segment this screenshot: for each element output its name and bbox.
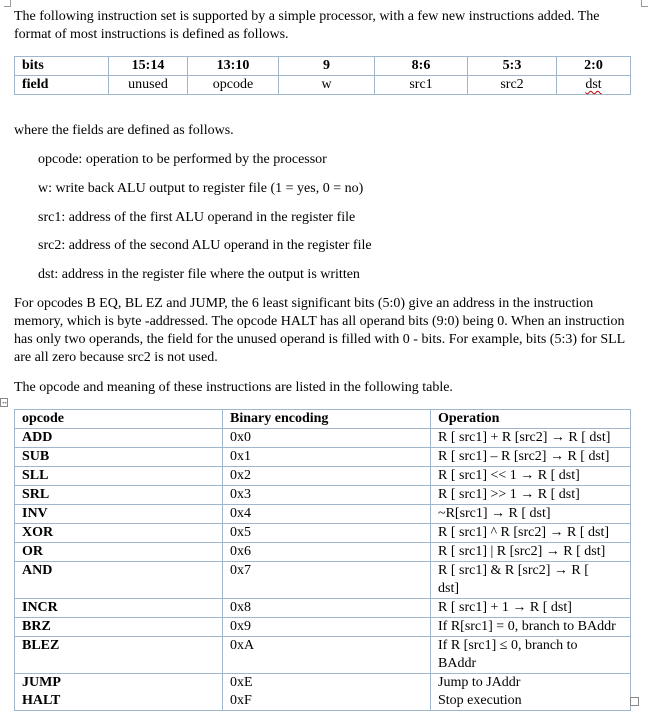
opcode-cell: BLEZ (15, 637, 223, 674)
header-operation: Operation (431, 410, 631, 429)
field-def-opcode: opcode: operation to be performed by the processor (38, 152, 327, 167)
encoding-cell: 0xF (223, 692, 431, 711)
encoding-cell: 0x8 (223, 599, 431, 618)
operation-cell: ~R[src1] → R [ dst] (431, 505, 631, 524)
encoding-cell: 0x4 (223, 505, 431, 524)
table-row (15, 448, 631, 467)
operation-cell: R [ src1] + R [src2] → R [ dst] (431, 429, 631, 448)
opcode-cell: SLL (15, 467, 223, 486)
operation-cell: If R [src1] ≤ 0, branch to BAddr (431, 637, 631, 674)
operation-cell: If R[src1] = 0, branch to BAddr (431, 618, 631, 637)
header-encoding: Binary encoding (223, 410, 431, 429)
opcode-cell: SRL (15, 486, 223, 505)
format-cell: 9 (279, 57, 375, 76)
operation-cell: R [ src1] ^ R [src2] → R [ dst] (431, 524, 631, 543)
operation-cell: R [ src1] << 1 → R [ dst] (431, 467, 631, 486)
table-row (15, 599, 631, 618)
operation-cell: R [ src1] & R [src2] → R [ dst] (431, 562, 631, 599)
format-cell: 5:3 (468, 57, 557, 76)
operation-cell: R [ src1] – R [src2] → R [ dst] (431, 448, 631, 467)
encoding-cell: 0x9 (223, 618, 431, 637)
intro-paragraph: The following instruction set is supported by a simple processor, with a few new instructions added. The format of most instructions is defined as follows. (14, 9, 600, 42)
crop-mark-top-left (4, 0, 11, 7)
opcode-notes-paragraph: For opcodes B EQ, BL EZ and JUMP, the 6 least significant bits (5:0) give an address in the instruction memory, which is byte -addressed. The opcode HALT has all operand bits (9:0) being 0. When an instruction has only two operands, the field for the unused operand is filled with 0 - bits. For example, bits (5:3) for SLL are all zero because src2 is not used. (14, 296, 625, 365)
format-cell (557, 76, 631, 95)
operation-cell: R [ src1] + 1 → R [ dst] (431, 599, 631, 618)
opcode-cell: INV (15, 505, 223, 524)
operation-cell: R [ src1] >> 1 → R [ dst] (431, 486, 631, 505)
field-def-src2: src2: address of the second ALU operand in the register file (38, 238, 372, 253)
table-resize-handle[interactable] (630, 697, 639, 706)
opcode-cell: ADD (15, 429, 223, 448)
encoding-cell: 0x1 (223, 448, 431, 467)
format-cell: src2 (468, 76, 557, 95)
operation-cell: R [ src1] | R [src2] → R [ dst] (431, 543, 631, 562)
encoding-cell: 0x5 (223, 524, 431, 543)
table-row (15, 543, 631, 562)
opcode-cell: JUMP (15, 674, 223, 693)
encoding-cell: 0x7 (223, 562, 431, 599)
field-def-dst: dst: address in the register file where the output is written (38, 267, 360, 282)
opcode-table (14, 409, 631, 711)
format-cell: 13:10 (188, 57, 279, 76)
format-cell: src1 (375, 76, 468, 95)
format-cell: opcode (188, 76, 279, 95)
opcode-cell: XOR (15, 524, 223, 543)
encoding-cell: 0x6 (223, 543, 431, 562)
table-row (15, 429, 631, 448)
opcode-cell: AND (15, 562, 223, 599)
table-row (15, 562, 631, 599)
encoding-cell: 0xE (223, 674, 431, 693)
opcode-table-header (15, 410, 631, 429)
field-def-src1: src1: address of the first ALU operand in the register file (38, 210, 356, 225)
fields-intro: where the fields are defined as follows. (14, 123, 234, 138)
crop-mark-top-right (641, 0, 648, 7)
operation-cell: Stop execution (431, 692, 631, 711)
header-opcode: opcode (15, 410, 223, 429)
table-row (15, 524, 631, 543)
table-row (15, 637, 631, 674)
format-cell: 15:14 (109, 57, 188, 76)
format-cell: 8:6 (375, 57, 468, 76)
operation-cell: Jump to JAddr (431, 674, 631, 693)
table-row (15, 486, 631, 505)
opcode-cell: OR (15, 543, 223, 562)
opcode-cell: BRZ (15, 618, 223, 637)
table-row (15, 674, 631, 693)
encoding-cell: 0x0 (223, 429, 431, 448)
format-row-field (15, 76, 631, 95)
table-row (15, 618, 631, 637)
field-def-w: w: write back ALU output to register file (1 = yes, 0 = no) (38, 181, 364, 196)
format-cell: bits (15, 57, 109, 76)
encoding-cell: 0x2 (223, 467, 431, 486)
encoding-cell: 0x3 (223, 486, 431, 505)
table-intro: The opcode and meaning of these instructions are listed in the following table. (14, 380, 453, 395)
instruction-format-table (14, 56, 631, 95)
format-cell: unused (109, 76, 188, 95)
format-cell: 2:0 (557, 57, 631, 76)
opcode-cell: SUB (15, 448, 223, 467)
encoding-cell: 0xA (223, 637, 431, 674)
table-row (15, 467, 631, 486)
table-move-handle-icon[interactable]: ↔ (1, 398, 8, 406)
format-row-bits (15, 57, 631, 76)
dst-text: dst (585, 77, 602, 92)
format-cell: w (279, 76, 375, 95)
opcode-cell: INCR (15, 599, 223, 618)
table-row (15, 505, 631, 524)
format-cell: field (15, 76, 109, 95)
opcode-cell: HALT (15, 692, 223, 711)
table-row (15, 692, 631, 711)
